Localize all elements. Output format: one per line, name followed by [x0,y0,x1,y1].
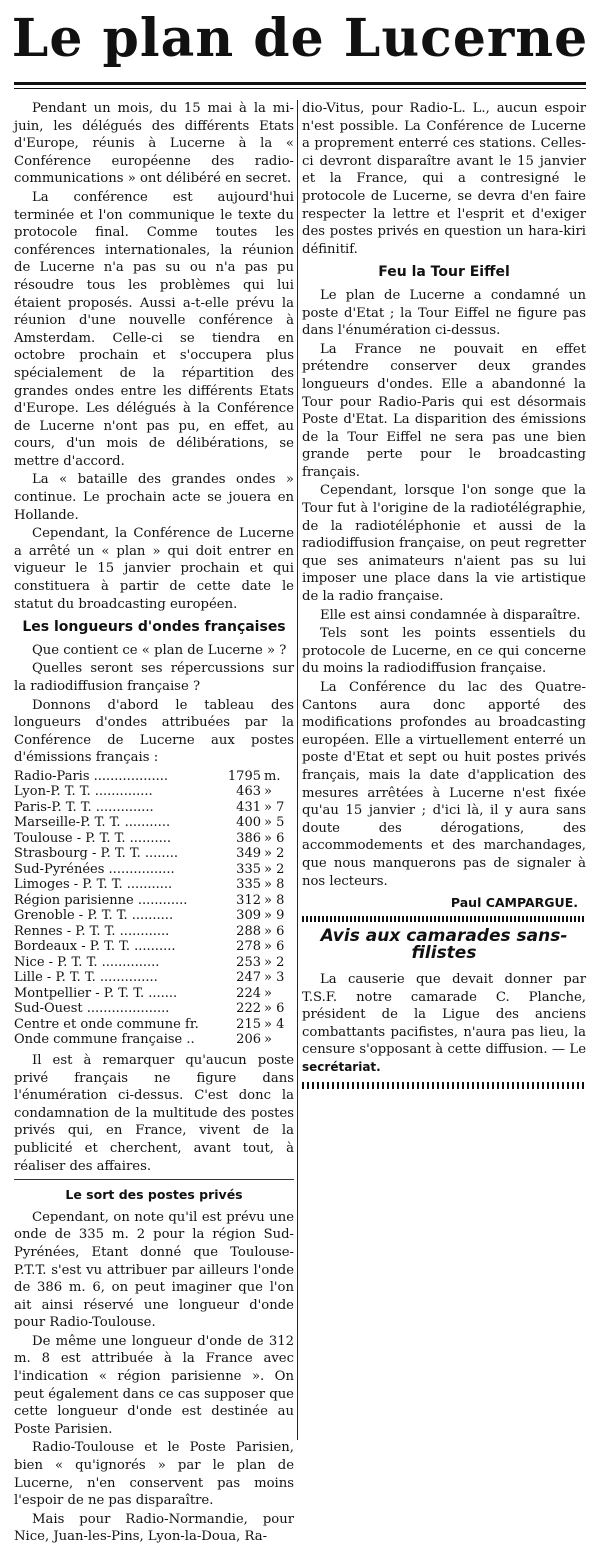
paragraph: Radio-Toulouse et le Poste Parisien, bien « qu'ignorés » par le plan de Lucerne, n'en conservent pas moins l'espoir de ne pas disparaître. [14,1440,294,1509]
wavelength-value: 400 [236,815,261,831]
title-rule [14,82,586,85]
wavelength-value: 349 [236,846,261,862]
paragraph: dio-Vitus, pour Radio-L. L., aucun espoir n'est possible. La Conférence de Lucerne a proprement enterré ces stations. Celles-ci devront disparaître avant le 15 janvier et la France, qui a contresigné le protocole de Lucerne, se devra d'en faire respecter la lettre et l'esprit et d'exiger des postes privés en question un hara-kiri définitif. [302,101,586,257]
station-name: Paris-P. T. T. .............. [14,799,154,815]
paragraph: Cependant, la Conférence de Lucerne a arrêté un « plan » qui doit entrer en vigueur le 15 janvier prochain et qui constituera à partir de cette date le statut du broadcasting européen. [14,526,294,612]
column-divider [297,100,298,1440]
paragraph: Il est à remarquer qu'aucun poste privé français ne figure dans l'énumération ci-dessus. C'est donc la condamnation de la multitude des postes privés qui, en France, vivent de la publicité et cherchent, avant tout, à réaliser des affaires. [14,1052,294,1174]
station-name: Lyon-P. T. T. .............. [14,784,153,800]
wavelength-unit: » [264,1032,272,1048]
wavelength-unit: » 2 [264,861,285,877]
station-name: Marseille-P. T. T. ........... [14,815,171,831]
station-name: Centre et onde commune fr. [14,1016,199,1032]
section-heading-avis: Avis aux camarades sans-filistes [320,925,568,964]
station-name: Onde commune française .. [14,1032,195,1048]
wavelength-value: 222 [236,1001,261,1017]
ornamental-divider-bottom [302,1082,586,1089]
frequency-row [14,815,294,831]
wavelength-unit: » 8 [264,877,285,893]
paragraph: Cependant, lorsque l'on songe que la Tour fut à l'origine de la radiotélégraphie, de la radiotéléphonie et aussi de la radiodiffusion française, on peut regretter que ses animateurs n'aient pas su lui imposer une place dans la vie artistique de la radio française. [302,483,586,605]
wavelength-value: 309 [236,908,261,924]
wavelength-unit: » 5 [264,815,285,831]
frequency-row [14,800,294,816]
wavelength-value: 215 [236,1016,261,1032]
section-divider [14,1179,294,1180]
wavelength-value: 1795 [227,768,261,784]
wavelength-unit: » 4 [264,1016,285,1032]
station-name: Lille - P. T. T. .............. [14,970,158,986]
paragraph: La « bataille des grandes ondes » continue. Le prochain acte se jouera en Hollande. [14,472,294,523]
wavelength-value: 206 [236,1032,261,1048]
frequency-row [14,908,294,924]
avis-signoff: secrétariat. [302,1059,381,1074]
station-name: Sud-Ouest .................... [14,1001,170,1017]
frequency-row [14,1017,294,1033]
paragraph: Mais pour Radio-Normandie, pour Nice, Juan-les-Pins, Lyon-la-Doua, Ra- [14,1511,294,1545]
station-name: Toulouse - P. T. T. .......... [14,830,171,846]
wavelength-value: 335 [236,861,261,877]
frequency-row [14,846,294,862]
wavelength-unit: » 7 [264,799,285,815]
frequency-row [14,1032,294,1048]
wavelength-unit: » 2 [264,846,285,862]
paragraph: Donnons d'abord le tableau des longueurs d'ondes attribuées par la Conférence de Lucerne aux postes d'émissions français : [14,697,294,766]
article-title: Le plan de Lucerne [11,8,589,69]
wavelength-unit: m. [264,768,281,784]
section-heading-longueurs: Les longueurs d'ondes françaises [22,619,286,636]
section-heading-sort: Le sort des postes privés [65,1187,243,1203]
wavelength-unit: » 6 [264,830,285,846]
paragraph: Tels sont les points essentiels du protocole de Lucerne, en ce qui concerne du moins la radiodiffusion française. [302,626,586,677]
frequency-row [14,831,294,847]
wavelength-unit: » 6 [264,923,285,939]
frequency-row [14,1001,294,1017]
frequency-row [14,924,294,940]
wavelength-value: 312 [236,892,261,908]
wavelength-value: 247 [236,970,261,986]
wavelength-unit: » [264,784,272,800]
paragraph: La Conférence du lac des Quatre-Cantons aura donc apporté des modifications profondes au broadcasting européen. Elle a virtuellement enterré un poste d'Etat et sept ou huit postes privés français, mais la date d'application des mesures arrêtées à Lucerne n'est fixée qu'au 15 janvier ; d'ici là, il y aura sans doute des dérogations, des accommodements et des marchandages, que nous manquerons pas de signaler à nos lecteurs. [302,680,586,889]
wavelength-value: 463 [236,784,261,800]
frequency-row [14,784,294,800]
frequency-table [14,769,294,1048]
station-name: Bordeaux - P. T. T. .......... [14,939,176,955]
frequency-row [14,955,294,971]
station-name: Rennes - P. T. T. ............ [14,923,170,939]
ornamental-divider [302,916,586,922]
paragraph: La conférence est aujourd'hui terminée et l'on communique le texte du protocole final. Comme toutes les conférences internationales, la réunion de Lucerne n'a pas su ou n'a pas pu résoudre tous les problèmes qui lui étaient proposés. Aussi a-t-elle prévu la réunion d'une nouvelle conférence à Amsterdam. Celle-ci se tiendra en octobre prochain et s'occupera plus spécialement de la répartition des grandes ondes entre les différents Etats d'Europe. Les délégués à la Conférence de Lucerne n'ont pas pu, en effet, au cours, d'un mois de délibérations, se mettre d'accord. [14,189,294,469]
wavelength-value: 288 [236,923,261,939]
station-name: Limoges - P. T. T. ........... [14,877,173,893]
left-column [14,100,294,1547]
station-name: Radio-Paris .................. [14,768,169,784]
frequency-row [14,877,294,893]
frequency-row [14,986,294,1002]
right-column [302,100,586,1095]
avis-text: La causerie que devait donner par T.S.F. notre camarade C. Planche, président de la Ligue des anciens combattants pacifistes, n'aura pas lieu, la censure s'opposant à cette diffusion. — Le [302,971,586,1058]
station-name: Strasbourg - P. T. T. ........ [14,846,178,862]
paragraph: De même une longueur d'onde de 312 m. 8 est attribuée à la France avec l'indication « région parisienne ». On peut également dans ce cas supposer que cette longueur d'onde est destinée au Poste Parisien. [14,1333,294,1437]
section-heading-feu: Feu la Tour Eiffel [378,264,510,281]
wavelength-unit: » 6 [264,1001,285,1017]
paragraph-avis [302,971,586,1077]
station-name: Région parisienne ............ [14,892,188,908]
title-rule-thin [14,88,586,89]
frequency-row [14,893,294,909]
station-name: Montpellier - P. T. T. ....... [14,985,178,1001]
wavelength-value: 224 [236,985,261,1001]
wavelength-value: 431 [236,799,261,815]
frequency-row [14,769,294,785]
wavelength-value: 386 [236,830,261,846]
frequency-row [14,970,294,986]
station-name: Sud-Pyrénées ................ [14,861,175,877]
wavelength-unit: » 8 [264,892,285,908]
station-name: Nice - P. T. T. .............. [14,954,160,970]
wavelength-unit: » 9 [264,908,285,924]
frequency-row [14,939,294,955]
wavelength-value: 253 [236,954,261,970]
paragraph: Pendant un mois, du 15 mai à la mi-juin, les délégués des différents Etats d'Europe, réunis à Lucerne à la « Conférence européenne des radio-communications » ont délibéré en secret. [14,101,294,187]
paragraph: Elle est ainsi condamnée à disparaître. [320,607,581,623]
wavelength-unit: » 6 [264,939,285,955]
paragraph: Que contient ce « plan de Lucerne » ? [32,642,287,658]
wavelength-value: 335 [236,877,261,893]
wavelength-unit: » 3 [264,970,285,986]
paragraph: Le plan de Lucerne a condamné un poste d'Etat ; la Tour Eiffel ne figure pas dans l'énumération ci-dessus. [302,287,586,339]
signature: Paul CAMPARGUE. [450,895,578,911]
paragraph: Quelles seront ses répercussions sur la radiodiffusion française ? [14,661,294,694]
paragraph: Cependant, on note qu'il est prévu une onde de 335 m. 2 pour la région Sud-Pyrénées, Etant donné que Toulouse-P.T.T. s'est vu attribuer par ailleurs l'onde de 386 m. 6, on peut imaginer que l'on ait ainsi réservé une longueur d'onde pour Radio-Toulouse. [14,1209,294,1331]
frequency-row [14,862,294,878]
wavelength-unit: » [264,985,272,1001]
wavelength-unit: » 2 [264,954,285,970]
station-name: Grenoble - P. T. T. .......... [14,908,174,924]
wavelength-value: 278 [236,939,261,955]
paragraph: La France ne pouvait en effet prétendre conserver deux grandes longueurs d'ondes. Elle a abandonné la Tour pour Radio-Paris qui est désormais Poste d'Etat. La disparition des émissions de la Tour Eiffel ne sera pas une bien grande perte pour le broadcasting français. [302,341,586,480]
